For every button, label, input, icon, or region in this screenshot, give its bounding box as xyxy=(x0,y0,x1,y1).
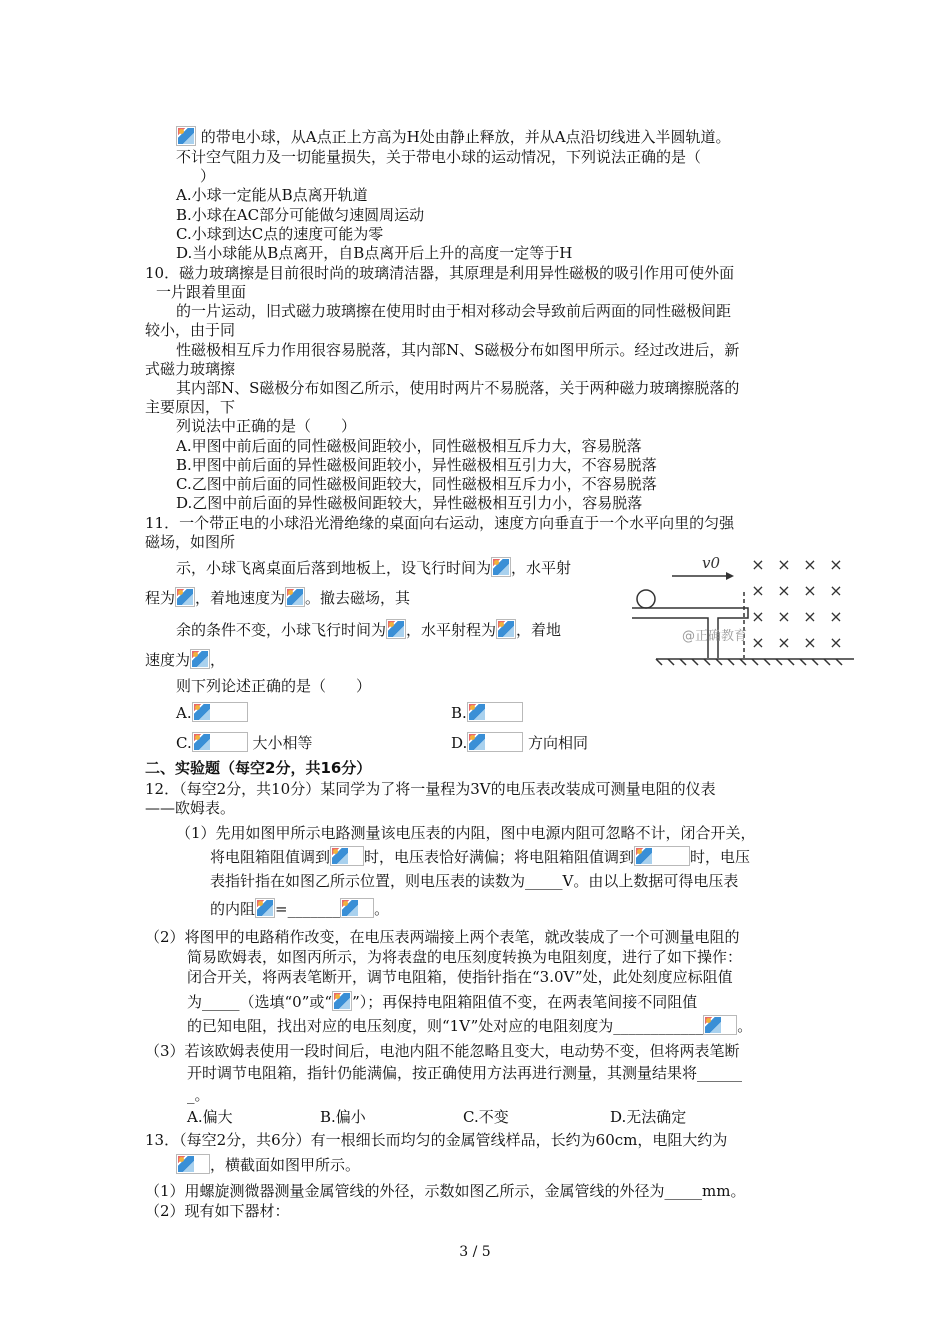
cross-mark: × xyxy=(751,555,765,574)
magnetic-field-figure xyxy=(630,548,856,668)
watermark: @正确教育 xyxy=(682,629,748,644)
q12-option-c: C.不变 xyxy=(463,1108,509,1126)
q9-line2: 不计空气阻力及一切能量损失，关于带电小球的运动情况，下列说法正确的是（ xyxy=(176,148,702,166)
formula-image-icon xyxy=(332,991,352,1011)
q12-part2-e: 的已知电阻，找出对应的电压刻度，则“1V”处对应的电阻刻度为____________ 。 xyxy=(187,1017,753,1035)
formula-image-icon xyxy=(496,619,516,639)
q10-line6: 式磁力玻璃擦 xyxy=(145,360,236,378)
q13-part1: （1）用螺旋测微器测量金属管线的外径，示数如图乙所示，金属管线的外径为_____mm。 xyxy=(145,1182,746,1200)
q11-option-b: B. xyxy=(451,702,523,723)
q10-line1: 10．磁力玻璃擦是目前很时尚的玻璃清洁器，其原理是利用异性磁极的吸引作用可使外面 xyxy=(145,264,735,282)
q10-line2: 一片跟着里面 xyxy=(156,283,247,301)
ball xyxy=(637,590,655,608)
q10-line3: 的一片运动，旧式磁力玻璃擦在使用时由于相对移动会导致前后两面的同性磁极间距 xyxy=(176,302,732,320)
q10-line7: 其内部N、S磁极分布如图乙所示，使用时两片不易脱落，关于两种磁力玻璃擦脱落的 xyxy=(176,379,740,397)
q12-part1-b: 将电阻箱阻值调到 时，电压表恰好满偏；将电阻箱阻值调到 时，电压 xyxy=(210,848,751,866)
q10-option-a: A.甲图中前后面的同性磁极间距较小，同性磁极相互斥力大，容易脱落 xyxy=(176,437,642,455)
q9-option-c: C.小球到达C点的速度可能为零 xyxy=(176,225,384,243)
formula-image-icon xyxy=(340,898,374,918)
q10-line9: 列说法中正确的是（ ） xyxy=(176,417,357,435)
q12-part3-a: （3）若该欧姆表使用一段时间后，电池内阻不能忽略且变大，电动势不变，但将两表笔断 xyxy=(145,1042,740,1060)
formula-image-icon xyxy=(467,732,523,752)
q12-line1: 12．（每空2分，共10分）某同学为了将一量程为3V的电压表改装成可测量电阻的仪表 xyxy=(145,780,716,798)
q9-option-d: D.当小球能从B点离开，自B点离开后上升的高度一定等于H xyxy=(176,244,573,262)
formula-image-icon xyxy=(192,702,248,722)
q12-line2: ——欧姆表。 xyxy=(145,799,236,817)
cross-mark: × xyxy=(777,607,791,626)
q13-part2: （2）现有如下器材： xyxy=(145,1202,290,1220)
q11-line3: 示，小球飞离桌面后落到地板上，设飞行时间为 ，水平射 xyxy=(176,559,572,577)
q12-part1-c: 表指针指在如图乙所示位置，则电压表的读数为_____V。由以上数据可得电压表 xyxy=(210,872,739,890)
page-number: 3 / 5 xyxy=(459,1244,491,1260)
q11-line2: 磁场，如图所 xyxy=(145,533,236,551)
q11-line5: 余的条件不变，小球飞行时间为 ，水平射程为 ，着地 xyxy=(176,621,562,639)
formula-image-icon xyxy=(703,1015,737,1035)
formula-image-icon xyxy=(190,649,210,669)
q10-line4: 较小，由于同 xyxy=(145,321,236,339)
q10-option-b: B.甲图中前后面的异性磁极间距较小，异性磁极相互引力大，不容易脱落 xyxy=(176,456,657,474)
v0-label: v0 xyxy=(702,554,721,572)
floor-hatch xyxy=(656,659,842,665)
formula-image-icon xyxy=(634,846,690,866)
cross-mark: × xyxy=(751,581,765,600)
q9-line3: ） xyxy=(200,167,216,185)
q12-part3-c: _。 xyxy=(187,1086,210,1104)
q10-option-c: C.乙图中前后面的同性磁极间距较大，同性磁极相互斥力小，不容易脱落 xyxy=(176,475,657,493)
q11-line6: 速度为 ， xyxy=(145,651,226,669)
formula-image-icon xyxy=(255,898,275,918)
q12-part2-a: （2）将图甲的电路稍作改变，在电压表两端接上两个表笔，就改装成了一个可测量电阻的 xyxy=(145,928,740,946)
velocity-arrowhead xyxy=(726,572,734,580)
formula-image-icon xyxy=(175,587,195,607)
cross-mark: × xyxy=(751,633,765,652)
formula-image-icon xyxy=(330,846,364,866)
cross-mark: × xyxy=(829,581,843,600)
q10-line5: 性磁极相互斥力作用很容易脱落，其内部N、S磁极分布如图甲所示。经过改进后，新 xyxy=(176,341,740,359)
q12-part1-d: 的内阻 =_______ 。 xyxy=(210,900,390,918)
cross-mark: × xyxy=(829,633,843,652)
q9-option-a: A.小球一定能从B点离开轨道 xyxy=(176,186,368,204)
q11-line1: 11．一个带正电的小球沿光滑绝缘的桌面向右运动，速度方向垂直于一个水平向里的匀强 xyxy=(145,514,735,532)
cross-mark: × xyxy=(803,607,817,626)
q11-option-d: D. 方向相同 xyxy=(451,734,589,752)
q9-line1: 的带电小球，从A点正上方高为H处由静止释放，并从A点沿切线进入半圆轨道。 xyxy=(176,126,731,147)
q13-line1: 13．（每空2分，共6分）有一根细长而均匀的金属管线样品，长约为60cm，电阻大约为 xyxy=(145,1131,728,1149)
q13-line2: ，横截面如图甲所示。 xyxy=(176,1154,360,1175)
q12-option-b: B.偏小 xyxy=(320,1108,366,1126)
cross-mark: × xyxy=(777,555,791,574)
cross-mark: × xyxy=(829,555,843,574)
q12-part1-a: （1）先用如图甲所示电路测量该电压表的内阻，图中电源内阻可忽略不计，闭合开关， xyxy=(176,824,756,842)
cross-mark: × xyxy=(777,633,791,652)
q11-option-c: C. 大小相等 xyxy=(176,734,313,752)
cross-mark: × xyxy=(803,633,817,652)
formula-image-icon xyxy=(467,702,523,722)
q11-option-a: A. xyxy=(176,702,248,723)
formula-image-icon xyxy=(192,732,248,752)
cross-mark: × xyxy=(803,581,817,600)
cross-mark: × xyxy=(777,581,791,600)
q12-part2-c: 闭合开关，将两表笔断开，调节电阻箱，使指针指在“3.0V”处，此处刻度应标阻值 xyxy=(187,968,733,986)
q11-line7: 则下列论述正确的是（ ） xyxy=(176,677,372,695)
formula-image-icon xyxy=(386,619,406,639)
section-title: 二、实验题（每空2分，共16分） xyxy=(145,759,372,777)
q12-option-a: A.偏大 xyxy=(187,1108,233,1126)
q12-part3-b: 开时调节电阻箱，指针仍能满偏，按正确使用方法再进行测量，其测量结果将______ xyxy=(187,1064,743,1082)
q10-line8: 主要原因，下 xyxy=(145,398,236,416)
formula-image-icon xyxy=(176,126,196,146)
q11-line4: 程为 ，着地速度为 。撤去磁场，其 xyxy=(145,589,411,607)
q12-part2-b: 简易欧姆表，如图丙所示，为将表盘的电压刻度转换为电阻刻度，进行了如下操作： xyxy=(187,948,743,966)
formula-image-icon xyxy=(491,557,511,577)
cross-mark: × xyxy=(751,607,765,626)
q9-option-b: B.小球在AC部分可能做匀速圆周运动 xyxy=(176,206,425,224)
formula-image-icon xyxy=(176,1154,210,1174)
cross-mark: × xyxy=(803,555,817,574)
formula-image-icon xyxy=(285,587,305,607)
q10-option-d: D.乙图中前后面的异性磁极间距较大，异性磁极相互引力小，容易脱落 xyxy=(176,494,643,512)
q12-part2-d: 为_____（选填“0”或“ ”）；再保持电阻箱阻值不变，在两表笔间接不同阻值 xyxy=(187,993,698,1011)
cross-mark: × xyxy=(829,607,843,626)
q12-option-d: D.无法确定 xyxy=(610,1108,687,1126)
